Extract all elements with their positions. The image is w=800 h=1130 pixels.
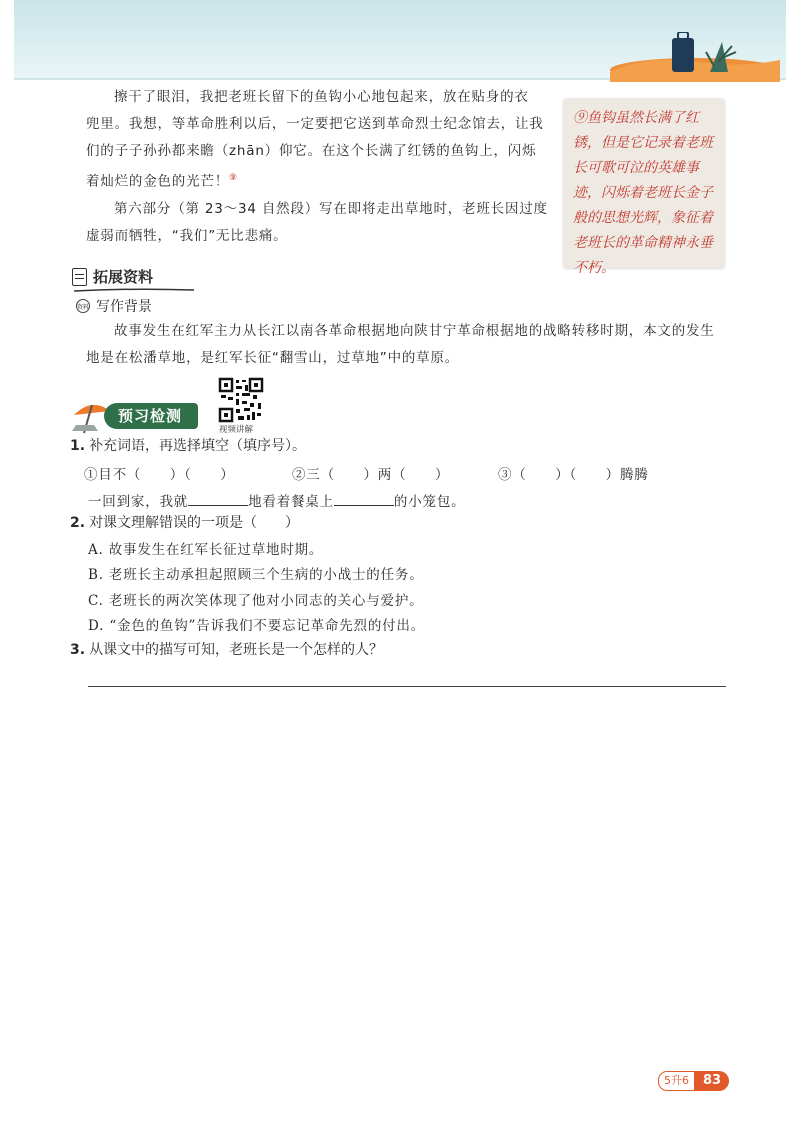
qr-code-icon[interactable]: [218, 377, 264, 423]
answer-line[interactable]: [88, 686, 726, 687]
grade-label: 5升6: [658, 1071, 695, 1091]
option-3: ③（ ）（ ）腾腾: [498, 467, 649, 483]
question-number: 2.: [70, 515, 86, 531]
question-number: 1.: [70, 438, 86, 454]
answer-blank[interactable]: [188, 491, 248, 506]
info-circle-icon: [76, 299, 90, 313]
paragraph-line: 兜里。我想，等革命胜利以后，一定要把它送到革命烈士纪念馆去，让我: [86, 116, 544, 132]
question-text: 对课文理解错误的一项是（ ）: [89, 515, 300, 531]
choice-c[interactable]: C. 老班长的两次笑体现了他对小同志的关心与爱护。: [88, 593, 424, 609]
paragraph-line: 擦干了眼泪，我把老班长留下的鱼钩小心地包起来，放在贴身的衣: [114, 89, 529, 105]
question-2: [70, 511, 730, 535]
choice-b[interactable]: B. 老班长主动承担起照顾三个生病的小战士的任务。: [88, 567, 424, 583]
sentence-part: 的小笼包。: [393, 494, 466, 510]
section-heading-label: 拓展资料: [93, 268, 154, 286]
choice-d[interactable]: D. “金色的鱼钩”告诉我们不要忘记革命先烈的付出。: [88, 618, 426, 634]
question-3: [70, 638, 730, 662]
sub-heading: [76, 296, 152, 316]
info-icon-text: 资料: [77, 303, 90, 311]
side-note-text: ⑨鱼钩虽然长满了红锈，但是它记录着老班长可歌可泣的英雄事迹，闪烁着老班长金子般的思想光辉，象征着老班长的革命精神永垂不朽。: [573, 110, 713, 276]
main-text: [86, 84, 556, 250]
section-heading: [72, 266, 153, 287]
paragraph-line: 着灿烂的金色的光芒！: [86, 173, 229, 190]
page-badge: [658, 1071, 729, 1091]
paragraph-line: 们的子子孙孙都来瞻（zhān）仰它。在这个长满了红锈的鱼钩上，闪烁: [86, 143, 537, 159]
option-2: ②三（ ）两（ ）: [292, 467, 450, 483]
fill-in-sentence: [88, 490, 465, 510]
document-icon: [72, 268, 87, 286]
underline-decoration-icon: [72, 286, 197, 294]
option-1: ①目不（ ）（ ）: [84, 467, 235, 483]
question-text: 补充词语，再选择填空（填序号）。: [89, 438, 307, 454]
travel-decoration-icon: [610, 32, 780, 82]
question-1: [70, 434, 730, 458]
sentence-part: 地看着餐桌上: [248, 494, 334, 510]
answer-blank[interactable]: [334, 491, 394, 506]
preview-banner: [70, 395, 210, 435]
paragraph-line: 第六部分（第 23～34 自然段）写在即将走出草地时，老班长因过度: [114, 200, 548, 217]
question-number: 3.: [70, 642, 86, 658]
choice-a[interactable]: A. 故事发生在红军长征过草地时期。: [88, 542, 324, 558]
side-note: [563, 98, 725, 276]
qr-label: 视频讲解: [219, 425, 254, 435]
page-number: 83: [695, 1071, 729, 1091]
question-text: 从课文中的描写可知，老班长是一个怎样的人？: [89, 642, 384, 658]
background-paragraph: 故事发生在红军主力从长江以南各革命根据地向陕甘宁革命根据地的战略转移时期，本文的发生地是在松潘草地，是红军长征“翻雪山，过草地”中的草原。: [86, 323, 715, 366]
paragraph-line: 虚弱而牺牲，“我们”无比悲痛。: [86, 227, 288, 244]
annotation-marker: ⑨: [229, 173, 238, 183]
background-text: [86, 318, 726, 372]
sentence-part: 一回到家，我就: [88, 494, 189, 510]
preview-banner-label: 预习检测: [104, 403, 198, 429]
sub-heading-label: 写作背景: [96, 299, 152, 315]
